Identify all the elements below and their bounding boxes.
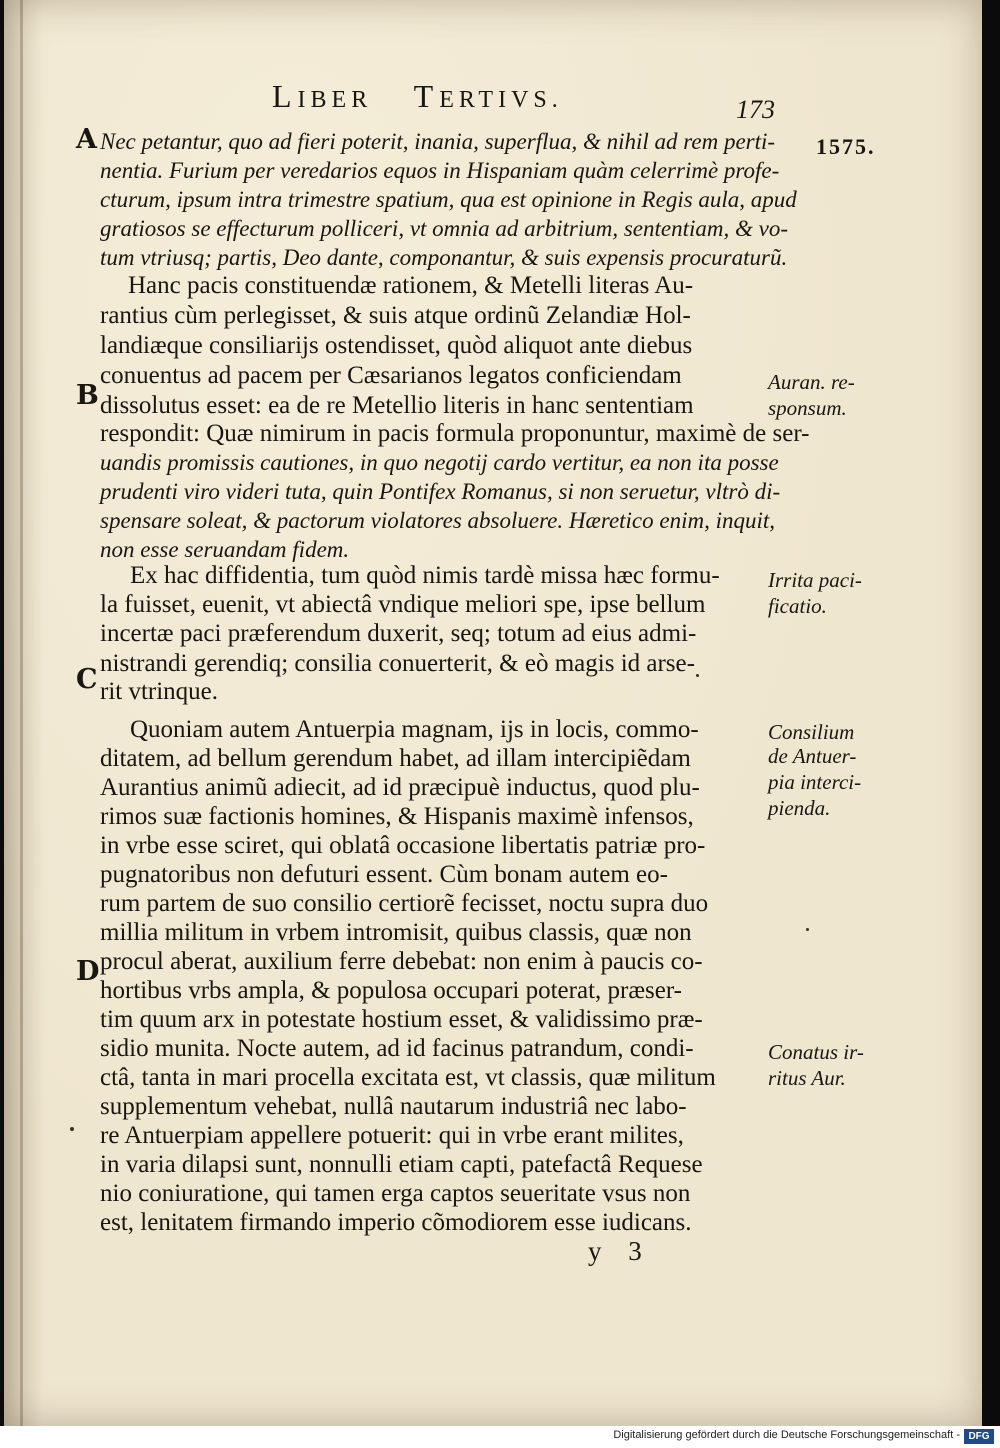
margin-note: Conatus ir- [768,1040,864,1064]
body-line: nistrandi gerendiq; consilia conuerterit, & eò magis id arse- [100,650,695,677]
body-line: ctâ, tanta in mari procella excitata est, vt classis, quæ militum [100,1064,716,1091]
body-line: dissolutus esset: ea de re Metellio literis in hanc sententiam [100,392,694,419]
body-line: incertæ paci præferendum duxerit, seq; totum ad eius admi- [100,620,697,647]
body-line: pugnatoribus non defuturi essent. Cùm bonam autem eo- [100,861,668,888]
body-line: hortibus vrbs ampla, & populosa occupari poterat, præser- [100,977,682,1004]
running-head-word-2: ERTIVS. [439,87,563,113]
body-line: sidio munita. Nocte autem, ad id facinus patrandum, condi- [100,1035,694,1062]
body-line: Ex hac diffidentia, tum quòd nimis tardè missa hæc formu- [130,562,720,589]
ink-speck [70,1127,74,1131]
signature-mark: y 3 [588,1236,652,1266]
body-line: cturum, ipsum intra trimestre spatium, qua est opinione in Regis aula, apud [100,187,797,212]
body-line: la fuisset, euenit, vt abiectâ vndique meliori spe, ipse bellum [100,591,706,618]
gutter-shadow [20,0,23,1426]
body-line: nio coniuratione, qui tamen erga captos seueritate vsus non [100,1180,691,1207]
section-letter-c: C [76,664,98,695]
body-line: uandis promissis cautiones, in quo negotij cardo vertitur, ea non ita posse [100,450,779,475]
body-line: ditatem, ad bellum gerendum habet, ad illam intercipiẽdam [100,745,691,772]
body-line: rum partem de suo consilio certiorẽ fecisset, noctu supra duo [100,890,709,917]
body-line: supplementum vehebat, nullâ nautarum industriâ nec labo- [100,1093,687,1120]
section-letter-a: A [76,124,97,155]
body-line: rimos suæ factionis homines, & Hispanis maximè infensos, [100,803,694,830]
margin-note: ficatio. [768,594,827,618]
body-line: Hanc pacis constituendæ rationem, & Metelli literas Au- [128,272,694,299]
body-line: nentia. Furium per veredarios equos in Hispaniam quàm celerrimè profe- [100,158,780,183]
page-number: 173 [736,95,775,124]
body-line: conuentus ad pacem per Cæsarianos legatos conficiendam [100,362,682,389]
body-line: rantius cùm perlegisset, & suis atque ordinũ Zelandiæ Hol- [100,302,691,329]
body-line: respondit: Quæ nimirum in pacis formula proponuntur, maximè de ser- [100,420,810,447]
scanned-page [4,0,982,1426]
body-line: non esse seruandam fidem. [100,537,350,562]
body-line: in vrbe esse sciret, qui oblatâ occasione libertatis patriæ pro- [100,832,706,859]
ink-speck [696,674,699,677]
body-line: est, lenitatem firmando imperio cõmodiorem esse iudicans. [100,1209,692,1236]
running-head [272,78,612,115]
footer-credit: Digitalisierung gefördert durch die Deutsche Forschungsgemeinschaft - [613,1429,960,1441]
margin-note: ritus Aur. [768,1066,846,1090]
body-line: Aurantius animũ adiecit, ad id præcipuè inductus, quod plu- [100,774,700,801]
margin-note: pia interci- [768,770,862,794]
body-line: landiæque consiliarijs ostendisset, quòd aliquot ante diebus [100,332,693,359]
body-line: tum vtriusq; partis, Deo dante, componantur, & suis expensis procuraturũ. [100,245,788,270]
body-line: tim quum arx in potestate hostium esset, & validissimo præ- [100,1006,703,1033]
body-line: re Antuerpiam appellere potuerit: qui in vrbe erant milites, [100,1122,684,1149]
margin-note: Consilium [768,720,855,744]
body-line: rit vtrinque. [100,678,219,705]
year-note: 1575. [816,134,876,159]
dfg-logo: DFG [964,1429,994,1444]
margin-note: sponsum. [768,396,847,420]
body-line: millia militum in vrbem intromisit, quibus classis, quæ non [100,919,692,946]
body-line: in varia dilapsi sunt, nonnulli etiam capti, patefactâ Requese [100,1151,703,1178]
body-line: Nec petantur, quo ad fieri poterit, inania, superflua, & nihil ad rem perti- [100,129,776,154]
body-line: spensare soleat, & pactorum violatores absoluere. Hæretico enim, inquit, [100,508,776,533]
body-line: Quoniam autem Antuerpia magnam, ijs in locis, commo- [130,716,699,743]
margin-note: de Antuer- [768,744,857,768]
margin-note: Auran. re- [768,370,855,394]
running-head-word-1: IBER [297,87,373,113]
ink-speck [806,928,809,931]
footer-bar [0,1426,1000,1448]
section-letter-b: B [76,380,99,411]
margin-note: pienda. [768,796,831,820]
section-letter-d: D [76,956,100,987]
body-line: procul aberat, auxilium ferre debebat: non enim à paucis co- [100,948,703,975]
running-head-cap-1: L [272,78,298,114]
margin-note: Irrita paci- [768,568,862,592]
body-line: prudenti viro videri tuta, quin Pontifex Romanus, si non seruetur, vltrò di- [100,479,781,504]
body-line: gratiosos se effecturum polliceri, vt omnia ad arbitrium, sententiam, & vo- [100,216,789,241]
running-head-cap-2: T [413,78,440,114]
